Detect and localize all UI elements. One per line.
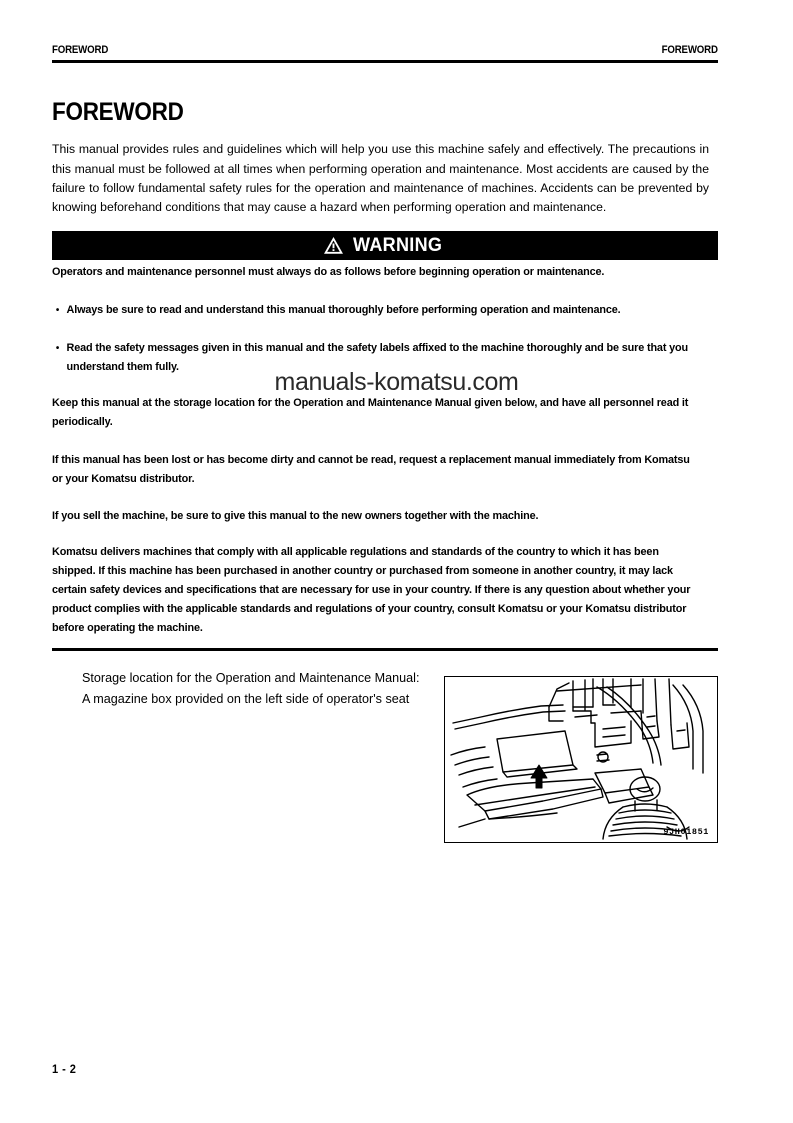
paragraph-keep-manual: Keep this manual at the storage location for the Operation and Maintenance Manual given below, and have all personnel read it periodically. (52, 397, 689, 428)
section-divider (52, 648, 718, 651)
warning-banner (52, 231, 718, 260)
page-title: FOREWORD (52, 98, 184, 126)
warning-bullet-text: Always be sure to read and understand this manual thoroughly before performing operation and maintenance. (66, 304, 621, 316)
paragraph-regulations: Komatsu delivers machines that comply with all applicable regulations and standards of the country to which it has been shipped. If this machine has been purchased in another country or purchased from someone in another country, it may lack certain safety devices and specifications that are necessary for use in your country. If there is any question about whether your product complies with the applicable standards and regulations of your country, consult Komatsu or your Komatsu distributor before operating the machine. (52, 546, 691, 634)
warning-triangle-icon (323, 236, 344, 255)
warning-label: WARNING (353, 235, 443, 256)
header-divider (52, 60, 718, 63)
warning-bullet-item (52, 301, 699, 320)
site-watermark: manuals-komatsu.com (274, 368, 519, 396)
running-header (52, 44, 718, 56)
intro-paragraph: This manual provides rules and guidelines which will help you use this machine safely and effectively. The precautions in this manual must be followed at all times when performing operation and maintenance. Most accidents are caused by the failure to follow fundamental safety rules for the operation and maintenance of machines. Accidents can be prevented by knowing beforehand conditions that may cause a hazard when performing operation and maintenance. (52, 142, 709, 214)
magazine-box-diagram (445, 677, 717, 842)
header-title-left: FOREWORD (52, 44, 109, 56)
warning-bullet-text: Read the safety messages given in this manual and the safety labels affixed to the machine thoroughly and be sure that you understand them fully. (66, 342, 689, 373)
paragraph-lost-manual: If this manual has been lost or has become dirty and cannot be read, request a replacement manual immediately from Komatsu or your Komatsu distributor. (52, 454, 690, 485)
operator-seat-figure (444, 676, 718, 843)
warning-lead-line: Operators and maintenance personnel must always do as follows before beginning operation or maintenance. (52, 266, 605, 278)
figure-reference-code: 9JH01851 (663, 827, 709, 837)
storage-caption-line-2: A magazine box provided on the left side of operator's seat (82, 692, 410, 706)
header-title-right: FOREWORD (661, 44, 718, 56)
storage-caption-line-1: Storage location for the Operation and Maintenance Manual: (82, 671, 420, 685)
bullet-marker-icon: • (55, 343, 60, 354)
paragraph-sell-machine: If you sell the machine, be sure to give this manual to the new owners together with the machine. (52, 510, 539, 522)
storage-location-caption (82, 668, 442, 710)
page-number: 1 - 2 (52, 1062, 77, 1076)
bullet-marker-icon: • (55, 305, 60, 316)
